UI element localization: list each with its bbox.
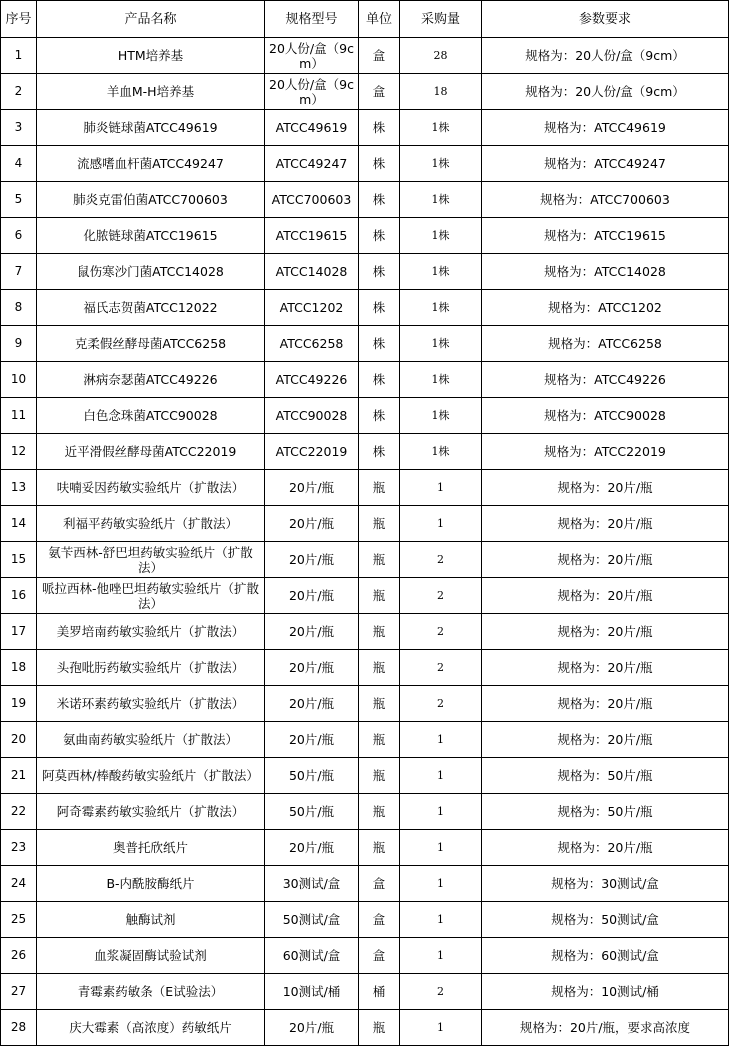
header-quantity: 采购量 xyxy=(400,1,482,38)
cell-requirements: 规格为：50测试/盒 xyxy=(482,902,729,938)
cell-unit: 株 xyxy=(359,434,400,470)
cell-index: 5 xyxy=(1,182,37,218)
cell-requirements: 规格为：20片/瓶 xyxy=(482,686,729,722)
cell-requirements: 规格为：ATCC49619 xyxy=(482,110,729,146)
cell-spec-model: 20片/瓶 xyxy=(265,506,359,542)
cell-requirements: 规格为：20人份/盒（9cm） xyxy=(482,74,729,110)
cell-index: 21 xyxy=(1,758,37,794)
cell-index: 17 xyxy=(1,614,37,650)
cell-requirements: 规格为：50片/瓶 xyxy=(482,794,729,830)
table-row xyxy=(1,506,729,542)
cell-spec-model: 20片/瓶 xyxy=(265,578,359,614)
cell-spec-model: 50片/瓶 xyxy=(265,758,359,794)
cell-requirements: 规格为：20片/瓶 xyxy=(482,830,729,866)
table-row xyxy=(1,902,729,938)
cell-spec-model: ATCC14028 xyxy=(265,254,359,290)
cell-quantity: 1 xyxy=(400,470,482,506)
cell-unit: 株 xyxy=(359,326,400,362)
table-row xyxy=(1,938,729,974)
cell-quantity: 18 xyxy=(400,74,482,110)
cell-unit: 瓶 xyxy=(359,758,400,794)
cell-product-name: 触酶试剂 xyxy=(37,902,265,938)
table-row xyxy=(1,434,729,470)
cell-quantity: 1 xyxy=(400,758,482,794)
cell-index: 25 xyxy=(1,902,37,938)
cell-product-name: 白色念珠菌ATCC90028 xyxy=(37,398,265,434)
table-row xyxy=(1,146,729,182)
table-row xyxy=(1,830,729,866)
cell-spec-model: 10测试/桶 xyxy=(265,974,359,1010)
cell-unit: 株 xyxy=(359,362,400,398)
cell-product-name: 青霉素药敏条（E试验法） xyxy=(37,974,265,1010)
cell-spec-model: 20人份/盒（9cm） xyxy=(265,38,359,74)
table-row xyxy=(1,650,729,686)
cell-requirements: 规格为：ATCC700603 xyxy=(482,182,729,218)
cell-unit: 瓶 xyxy=(359,542,400,578)
cell-unit: 瓶 xyxy=(359,830,400,866)
table-row xyxy=(1,254,729,290)
cell-product-name: 淋病奈瑟菌ATCC49226 xyxy=(37,362,265,398)
table-row xyxy=(1,38,729,74)
cell-requirements: 规格为：ATCC49226 xyxy=(482,362,729,398)
cell-product-name: 头孢吡肟药敏实验纸片（扩散法） xyxy=(37,650,265,686)
cell-quantity: 1 xyxy=(400,830,482,866)
cell-quantity: 2 xyxy=(400,578,482,614)
header-requirements: 参数要求 xyxy=(482,1,729,38)
table-header-row xyxy=(1,1,729,38)
header-unit: 单位 xyxy=(359,1,400,38)
cell-index: 22 xyxy=(1,794,37,830)
table-row xyxy=(1,110,729,146)
cell-unit: 株 xyxy=(359,290,400,326)
cell-requirements: 规格为：ATCC22019 xyxy=(482,434,729,470)
cell-unit: 瓶 xyxy=(359,794,400,830)
cell-spec-model: 50测试/盒 xyxy=(265,902,359,938)
cell-product-name: 阿莫西林/棒酸药敏实验纸片（扩散法） xyxy=(37,758,265,794)
table-row xyxy=(1,578,729,614)
cell-unit: 株 xyxy=(359,146,400,182)
cell-quantity: 1株 xyxy=(400,398,482,434)
cell-requirements: 规格为：60测试/盒 xyxy=(482,938,729,974)
cell-unit: 瓶 xyxy=(359,614,400,650)
cell-index: 2 xyxy=(1,74,37,110)
cell-quantity: 1株 xyxy=(400,434,482,470)
cell-requirements: 规格为：20片/瓶 xyxy=(482,614,729,650)
cell-requirements: 规格为：ATCC19615 xyxy=(482,218,729,254)
cell-product-name: 庆大霉素（高浓度）药敏纸片 xyxy=(37,1010,265,1046)
cell-quantity: 1株 xyxy=(400,290,482,326)
table-row xyxy=(1,758,729,794)
table-row xyxy=(1,1010,729,1046)
cell-unit: 株 xyxy=(359,110,400,146)
cell-unit: 株 xyxy=(359,218,400,254)
cell-quantity: 1株 xyxy=(400,362,482,398)
cell-index: 9 xyxy=(1,326,37,362)
cell-spec-model: ATCC49619 xyxy=(265,110,359,146)
cell-product-name: 米诺环素药敏实验纸片（扩散法） xyxy=(37,686,265,722)
cell-quantity: 1株 xyxy=(400,146,482,182)
cell-unit: 瓶 xyxy=(359,578,400,614)
cell-product-name: 流感嗜血杆菌ATCC49247 xyxy=(37,146,265,182)
header-index: 序号 xyxy=(1,1,37,38)
cell-spec-model: ATCC19615 xyxy=(265,218,359,254)
cell-spec-model: ATCC49226 xyxy=(265,362,359,398)
cell-index: 16 xyxy=(1,578,37,614)
cell-unit: 瓶 xyxy=(359,650,400,686)
table-row xyxy=(1,218,729,254)
cell-product-name: 美罗培南药敏实验纸片（扩散法） xyxy=(37,614,265,650)
table-row xyxy=(1,686,729,722)
cell-spec-model: ATCC1202 xyxy=(265,290,359,326)
cell-requirements: 规格为：20片/瓶 xyxy=(482,542,729,578)
cell-requirements: 规格为：ATCC90028 xyxy=(482,398,729,434)
cell-spec-model: 20片/瓶 xyxy=(265,686,359,722)
cell-product-name: 氨曲南药敏实验纸片（扩散法） xyxy=(37,722,265,758)
table-row xyxy=(1,542,729,578)
cell-requirements: 规格为：ATCC1202 xyxy=(482,290,729,326)
cell-product-name: 利福平药敏实验纸片（扩散法） xyxy=(37,506,265,542)
cell-product-name: 化脓链球菌ATCC19615 xyxy=(37,218,265,254)
cell-requirements: 规格为：20片/瓶，要求高浓度 xyxy=(482,1010,729,1046)
cell-quantity: 1 xyxy=(400,794,482,830)
cell-index: 28 xyxy=(1,1010,37,1046)
cell-quantity: 2 xyxy=(400,542,482,578)
cell-index: 26 xyxy=(1,938,37,974)
cell-product-name: 克柔假丝酵母菌ATCC6258 xyxy=(37,326,265,362)
cell-product-name: 肺炎克雷伯菌ATCC700603 xyxy=(37,182,265,218)
cell-requirements: 规格为：20片/瓶 xyxy=(482,470,729,506)
table-row xyxy=(1,794,729,830)
table-row xyxy=(1,614,729,650)
cell-spec-model: ATCC700603 xyxy=(265,182,359,218)
cell-spec-model: ATCC6258 xyxy=(265,326,359,362)
cell-unit: 盒 xyxy=(359,902,400,938)
cell-requirements: 规格为：ATCC49247 xyxy=(482,146,729,182)
table-row xyxy=(1,398,729,434)
cell-index: 18 xyxy=(1,650,37,686)
cell-index: 20 xyxy=(1,722,37,758)
cell-unit: 株 xyxy=(359,398,400,434)
cell-index: 13 xyxy=(1,470,37,506)
cell-product-name: 羊血M-H培养基 xyxy=(37,74,265,110)
cell-index: 19 xyxy=(1,686,37,722)
cell-spec-model: 20片/瓶 xyxy=(265,830,359,866)
table-row xyxy=(1,470,729,506)
cell-product-name: B-内酰胺酶纸片 xyxy=(37,866,265,902)
cell-index: 15 xyxy=(1,542,37,578)
cell-quantity: 1 xyxy=(400,1010,482,1046)
cell-product-name: 鼠伤寒沙门菌ATCC14028 xyxy=(37,254,265,290)
cell-quantity: 1株 xyxy=(400,110,482,146)
cell-product-name: 血浆凝固酶试验试剂 xyxy=(37,938,265,974)
cell-product-name: 呋喃妥因药敏实验纸片（扩散法） xyxy=(37,470,265,506)
cell-index: 3 xyxy=(1,110,37,146)
table-row xyxy=(1,974,729,1010)
cell-product-name: 福氏志贺菌ATCC12022 xyxy=(37,290,265,326)
cell-unit: 瓶 xyxy=(359,722,400,758)
header-product-name: 产品名称 xyxy=(37,1,265,38)
table-row xyxy=(1,326,729,362)
cell-unit: 瓶 xyxy=(359,1010,400,1046)
cell-requirements: 规格为：20人份/盒（9cm） xyxy=(482,38,729,74)
cell-quantity: 1株 xyxy=(400,254,482,290)
cell-index: 11 xyxy=(1,398,37,434)
cell-unit: 盒 xyxy=(359,938,400,974)
header-spec-model: 规格型号 xyxy=(265,1,359,38)
cell-product-name: HTM培养基 xyxy=(37,38,265,74)
cell-index: 27 xyxy=(1,974,37,1010)
cell-spec-model: 20片/瓶 xyxy=(265,722,359,758)
cell-spec-model: 20片/瓶 xyxy=(265,1010,359,1046)
cell-unit: 株 xyxy=(359,254,400,290)
table-row xyxy=(1,290,729,326)
cell-quantity: 28 xyxy=(400,38,482,74)
cell-quantity: 2 xyxy=(400,650,482,686)
cell-product-name: 近平滑假丝酵母菌ATCC22019 xyxy=(37,434,265,470)
cell-unit: 瓶 xyxy=(359,470,400,506)
table-row xyxy=(1,74,729,110)
cell-product-name: 阿奇霉素药敏实验纸片（扩散法） xyxy=(37,794,265,830)
cell-unit: 株 xyxy=(359,182,400,218)
cell-requirements: 规格为：20片/瓶 xyxy=(482,578,729,614)
cell-index: 8 xyxy=(1,290,37,326)
cell-quantity: 1株 xyxy=(400,182,482,218)
table-body xyxy=(1,38,729,1046)
cell-requirements: 规格为：20片/瓶 xyxy=(482,650,729,686)
cell-spec-model: ATCC90028 xyxy=(265,398,359,434)
cell-requirements: 规格为：ATCC6258 xyxy=(482,326,729,362)
cell-quantity: 1 xyxy=(400,506,482,542)
cell-quantity: 1 xyxy=(400,938,482,974)
table-row xyxy=(1,866,729,902)
cell-quantity: 2 xyxy=(400,614,482,650)
cell-index: 10 xyxy=(1,362,37,398)
table-row xyxy=(1,362,729,398)
cell-spec-model: 20片/瓶 xyxy=(265,470,359,506)
cell-requirements: 规格为：10测试/桶 xyxy=(482,974,729,1010)
cell-spec-model: ATCC49247 xyxy=(265,146,359,182)
cell-index: 1 xyxy=(1,38,37,74)
cell-unit: 瓶 xyxy=(359,506,400,542)
cell-spec-model: ATCC22019 xyxy=(265,434,359,470)
cell-unit: 瓶 xyxy=(359,686,400,722)
cell-spec-model: 60测试/盒 xyxy=(265,938,359,974)
cell-quantity: 2 xyxy=(400,686,482,722)
cell-unit: 盒 xyxy=(359,866,400,902)
cell-spec-model: 50片/瓶 xyxy=(265,794,359,830)
cell-requirements: 规格为：30测试/盒 xyxy=(482,866,729,902)
cell-spec-model: 30测试/盒 xyxy=(265,866,359,902)
cell-product-name: 奥普托欣纸片 xyxy=(37,830,265,866)
cell-product-name: 氨苄西林-舒巴坦药敏实验纸片（扩散法） xyxy=(37,542,265,578)
cell-quantity: 1 xyxy=(400,866,482,902)
cell-requirements: 规格为：20片/瓶 xyxy=(482,506,729,542)
cell-index: 6 xyxy=(1,218,37,254)
cell-product-name: 肺炎链球菌ATCC49619 xyxy=(37,110,265,146)
cell-spec-model: 20片/瓶 xyxy=(265,650,359,686)
cell-index: 7 xyxy=(1,254,37,290)
cell-index: 12 xyxy=(1,434,37,470)
cell-spec-model: 20片/瓶 xyxy=(265,542,359,578)
cell-spec-model: 20人份/盒（9cm） xyxy=(265,74,359,110)
cell-requirements: 规格为：20片/瓶 xyxy=(482,722,729,758)
cell-unit: 桶 xyxy=(359,974,400,1010)
cell-quantity: 1株 xyxy=(400,326,482,362)
cell-index: 24 xyxy=(1,866,37,902)
cell-unit: 盒 xyxy=(359,38,400,74)
cell-unit: 盒 xyxy=(359,74,400,110)
cell-index: 14 xyxy=(1,506,37,542)
cell-product-name: 哌拉西林-他唑巴坦药敏实验纸片（扩散法） xyxy=(37,578,265,614)
cell-quantity: 2 xyxy=(400,974,482,1010)
cell-requirements: 规格为：50片/瓶 xyxy=(482,758,729,794)
cell-quantity: 1株 xyxy=(400,218,482,254)
cell-requirements: 规格为：ATCC14028 xyxy=(482,254,729,290)
cell-index: 23 xyxy=(1,830,37,866)
table-row xyxy=(1,182,729,218)
cell-quantity: 1 xyxy=(400,902,482,938)
cell-spec-model: 20片/瓶 xyxy=(265,614,359,650)
cell-index: 4 xyxy=(1,146,37,182)
cell-quantity: 1 xyxy=(400,722,482,758)
table-row xyxy=(1,722,729,758)
